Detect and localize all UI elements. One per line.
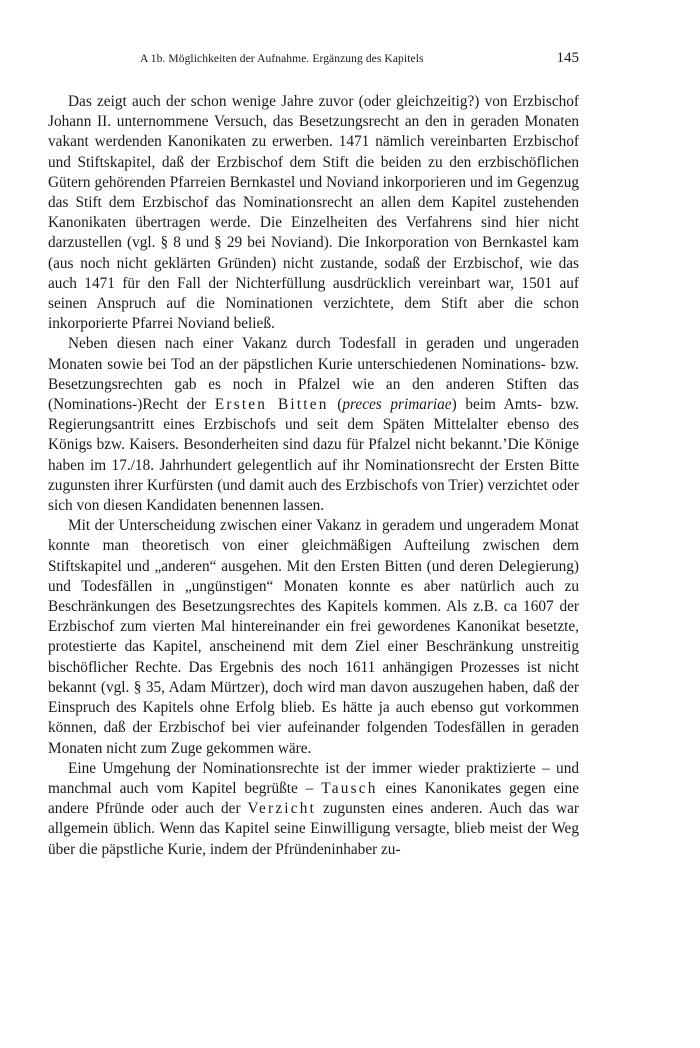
text-run: (	[328, 396, 343, 414]
spaced-term: Tausch	[321, 779, 378, 797]
running-header	[48, 50, 579, 72]
text-run: zugunsten eines anderen. Auch das war allgemein üblich. Wenn das Kapitel seine Einwilligung versagte, blieb meist der Weg über die päpstliche Kurie, indem der Pfründeninhaber zu-	[48, 800, 579, 858]
body-text	[48, 92, 579, 860]
spaced-term: Ersten Bitten	[214, 396, 329, 414]
text-run: Mit der Unterscheidung zwischen einer Vakanz in geradem und ungeradem Monat konnte man theoretisch von einer gleichmäßigen Aufteilung zwischen dem Stiftskapitel und „anderen“ ausgehen. Mit den Ersten Bitten (und deren Delegierung) und Todesfällen in „ungünstigen“ Monaten konnte es aber natürlich auch zu Beschränkungen des Besetzungsrechtes des Kapitels kommen. Als z.B. ca 1607 der Erzbischof zum vierten Mal hintereinander ein frei gewordenes Kanonikat besetzte, protestierte das Kapitel, anscheinend mit dem Ziel einer Beschränkung unstreitig bischöflicher Rechte. Das Ergebnis des noch 1611 anhängigen Prozesses ist nicht bekannt (vgl. § 35, Adam Mürtzer), doch wird man davon auszugehen haben, daß der Einspruch des Kapitels ohne Erfolg blieb. Es hätte ja auch ebenso gut vorkommen können, daß der Erzbischof bei vier aufeinander folgenden Todesfällen in geraden Monaten nicht zum Zuge gekommen wäre.	[48, 517, 579, 757]
paragraph	[48, 759, 579, 860]
paragraph	[48, 334, 579, 516]
paragraph	[48, 516, 579, 758]
text-run: Das zeigt auch der schon wenige Jahre zuvor (oder gleichzeitig?) von Erzbischof Johann II. unternommene Versuch, das Besetzungsrecht an den in geraden Monaten vakant werdenden Kanonikaten zu erwerben. 1471 nämlich vereinbarten Erzbischof und Stiftskapitel, daß der Erzbischof dem Stift die beiden zu den erzbischöflichen Gütern gehörenden Pfarreien Bernkastel und Noviand inkorporieren und im Gegenzug das Stift dem Erzbischof das Nominationsrecht an allen dem Kapitel zustehenden Kanonikaten übertragen werde. Die Einzelheiten des Verfahrens sind hier nicht darzustellen (vgl. § 8 und § 29 bei Noviand). Die Inkorporation von Bernkastel kam (aus noch nicht geklärten Gründen) nicht zustande, sodaß der Erzbischof, wie das auch 1471 für den Fall der Nichterfüllung ausdrücklich vereinbart war, 1501 auf seinen Anspruch auf die Nominationen verzichtete, dem Stift aber die schon inkorporierte Pfarrei Noviand beließ.	[48, 93, 579, 333]
text-run: Eine Umgehung der Nominationsrechte ist der immer wieder praktizierte – und manchmal auch vom Kapitel begrüßte –	[48, 759, 579, 797]
document-page	[48, 50, 579, 860]
paragraph	[48, 92, 579, 334]
page-number: 145	[556, 50, 579, 66]
text-run: Neben diesen nach einer Vakanz durch Todesfall in geraden und ungeraden Monaten sowie bei Tod an der päpstlichen Kurie unterschiedenen Nominations- bzw. Besetzungsrechten gab es noch in Pfalzel wie an den anderen Stiften das (Nominations-)Recht der	[48, 335, 579, 414]
running-title: A 1b. Möglichkeiten der Aufnahme. Ergänzung des Kapitels	[140, 53, 424, 65]
text-run: eines Kanonikates gegen eine andere Pfründe oder auch der	[48, 779, 579, 818]
italic-term: preces primariae	[342, 396, 452, 414]
spaced-term: Verzicht	[247, 800, 317, 818]
text-run: ) beim Amts- bzw. Regierungsantritt eines Erzbischofs und seit dem Späten Mittelalter ebenso des Königs bzw. Kaisers. Besonderheiten sind dazu für Pfalzel nicht bekannt.ʼDie Könige haben im 17./18. Jahrhundert gelegentlich auf ihr Nominationsrecht der Ersten Bitte zugunsten ihrer Kurfürsten (und damit auch des Erzbischofs von Trier) verzichtet oder sich von diesen Kandidaten benennen lassen.	[48, 396, 579, 515]
